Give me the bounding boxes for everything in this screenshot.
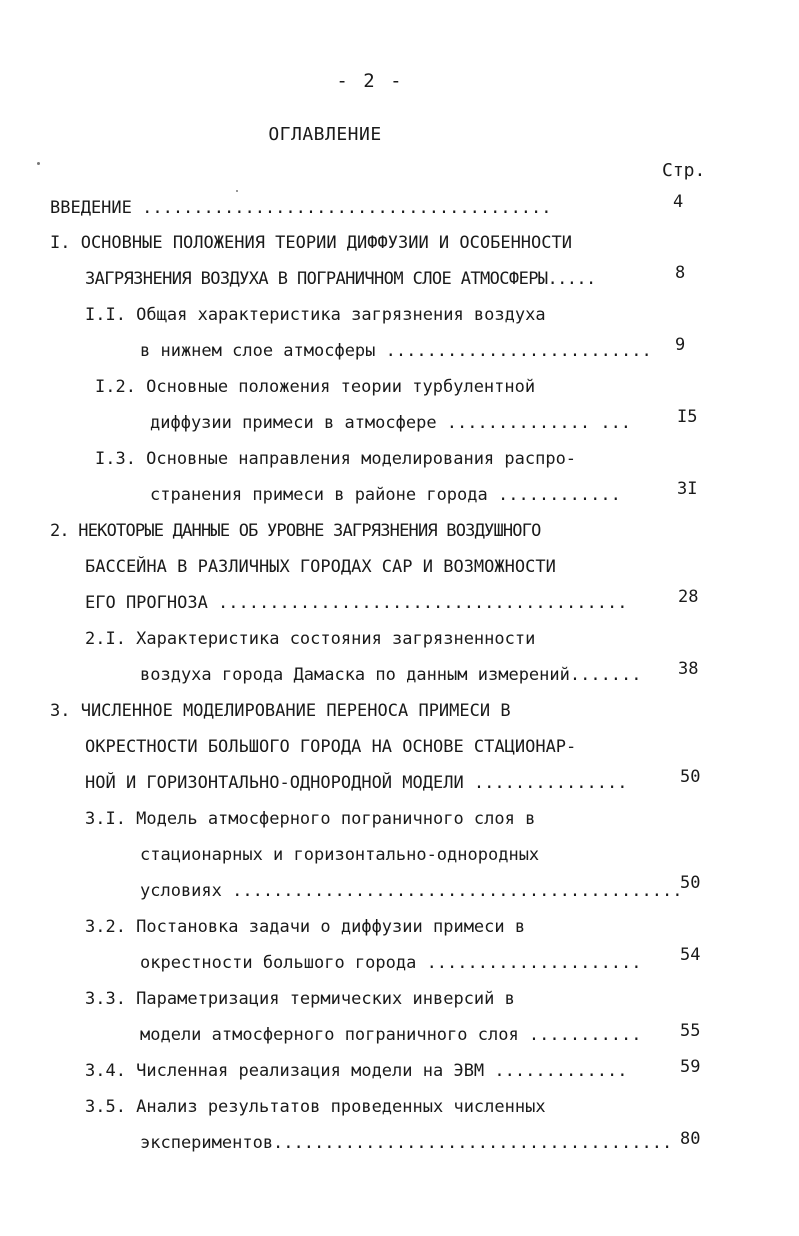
- toc-page-number: 80: [680, 1129, 701, 1149]
- toc-line: диффузии примеси в атмосфере .............. ...: [150, 413, 632, 433]
- toc-line: 2. НЕКОТОРЫЕ ДАННЫЕ ОБ УРОВНЕ ЗАГРЯЗНЕНИЯ ВОЗДУШНОГО: [50, 521, 541, 541]
- toc-page-number: 4: [673, 192, 684, 212]
- toc-line: ВВЕДЕНИЕ ........................................: [50, 198, 552, 218]
- toc-line: 3.2. Постановка задачи о диффузии примеси в: [85, 917, 526, 937]
- toc-line: I.I. Общая характеристика загрязнения воздуха: [85, 305, 546, 325]
- scan-speck: [37, 162, 40, 165]
- toc-line: 3.3. Параметризация термических инверсий в: [85, 989, 515, 1009]
- toc-line: 3.I. Модель атмосферного пограничного слоя в: [85, 809, 536, 829]
- toc-line: 3.4. Численная реализация модели на ЭВМ .............: [85, 1061, 628, 1081]
- toc-line: экспериментов.......................................: [140, 1133, 673, 1153]
- toc-line: 2.I. Характеристика состояния загрязненности: [85, 629, 536, 649]
- page-column-label: Стр.: [662, 160, 706, 181]
- toc-line: 3.5. Анализ результатов проведенных численных: [85, 1097, 546, 1117]
- toc-page-number: 8: [675, 263, 686, 283]
- toc-line: ЕГО ПРОГНОЗА ........................................: [85, 593, 628, 613]
- toc-line: стационарных и горизонтально-однородных: [140, 845, 540, 865]
- toc-page-number: 59: [680, 1057, 701, 1077]
- toc-line: окрестности большого города .....................: [140, 953, 642, 973]
- toc-page-number: 38: [678, 659, 699, 679]
- toc-line: в нижнем слое атмосферы ..........................: [140, 341, 652, 361]
- toc-page-number: 50: [680, 873, 701, 893]
- toc-line: I.2. Основные положения теории турбулентной: [95, 377, 536, 397]
- toc-page-number: I5: [677, 407, 698, 427]
- toc-page-number: 54: [680, 945, 701, 965]
- toc-line: странения примеси в районе города ............: [150, 485, 621, 505]
- scan-speck: [236, 190, 238, 192]
- toc-line: I.3. Основные направления моделирования распро-: [95, 449, 577, 469]
- toc-line: БАССЕЙНА В РАЗЛИЧНЫХ ГОРОДАХ САР И ВОЗМОЖНОСТИ: [85, 557, 556, 577]
- toc-page-number: 28: [678, 587, 699, 607]
- page-number: - 2 -: [336, 70, 404, 92]
- toc-line: воздуха города Дамаска по данным измерений.......: [140, 665, 642, 685]
- toc-page-number: 50: [680, 767, 701, 787]
- toc-page-number: 55: [680, 1021, 701, 1041]
- toc-line: условиях ............................................: [140, 881, 683, 901]
- toc-page-number: 3I: [677, 479, 698, 499]
- toc-line: 3. ЧИСЛЕННОЕ МОДЕЛИРОВАНИЕ ПЕРЕНОСА ПРИМЕСИ В: [50, 701, 511, 721]
- toc-line: ОКРЕСТНОСТИ БОЛЬШОГО ГОРОДА НА ОСНОВЕ СТАЦИОНАР-: [85, 737, 577, 757]
- toc-line: модели атмосферного пограничного слоя ...........: [140, 1025, 642, 1045]
- toc-line: НОЙ И ГОРИЗОНТАЛЬНО-ОДНОРОДНОЙ МОДЕЛИ ...............: [85, 773, 628, 793]
- page-title: ОГЛАВЛЕНИЕ: [268, 124, 382, 145]
- toc-page-number: 9: [675, 335, 686, 355]
- toc-line: ЗАГРЯЗНЕНИЯ ВОЗДУХА В ПОГРАНИЧНОМ СЛОЕ АТМОСФЕРЫ.....: [85, 269, 596, 289]
- toc-line: I. ОСНОВНЫЕ ПОЛОЖЕНИЯ ТЕОРИИ ДИФФУЗИИ И ОСОБЕННОСТИ: [50, 233, 572, 253]
